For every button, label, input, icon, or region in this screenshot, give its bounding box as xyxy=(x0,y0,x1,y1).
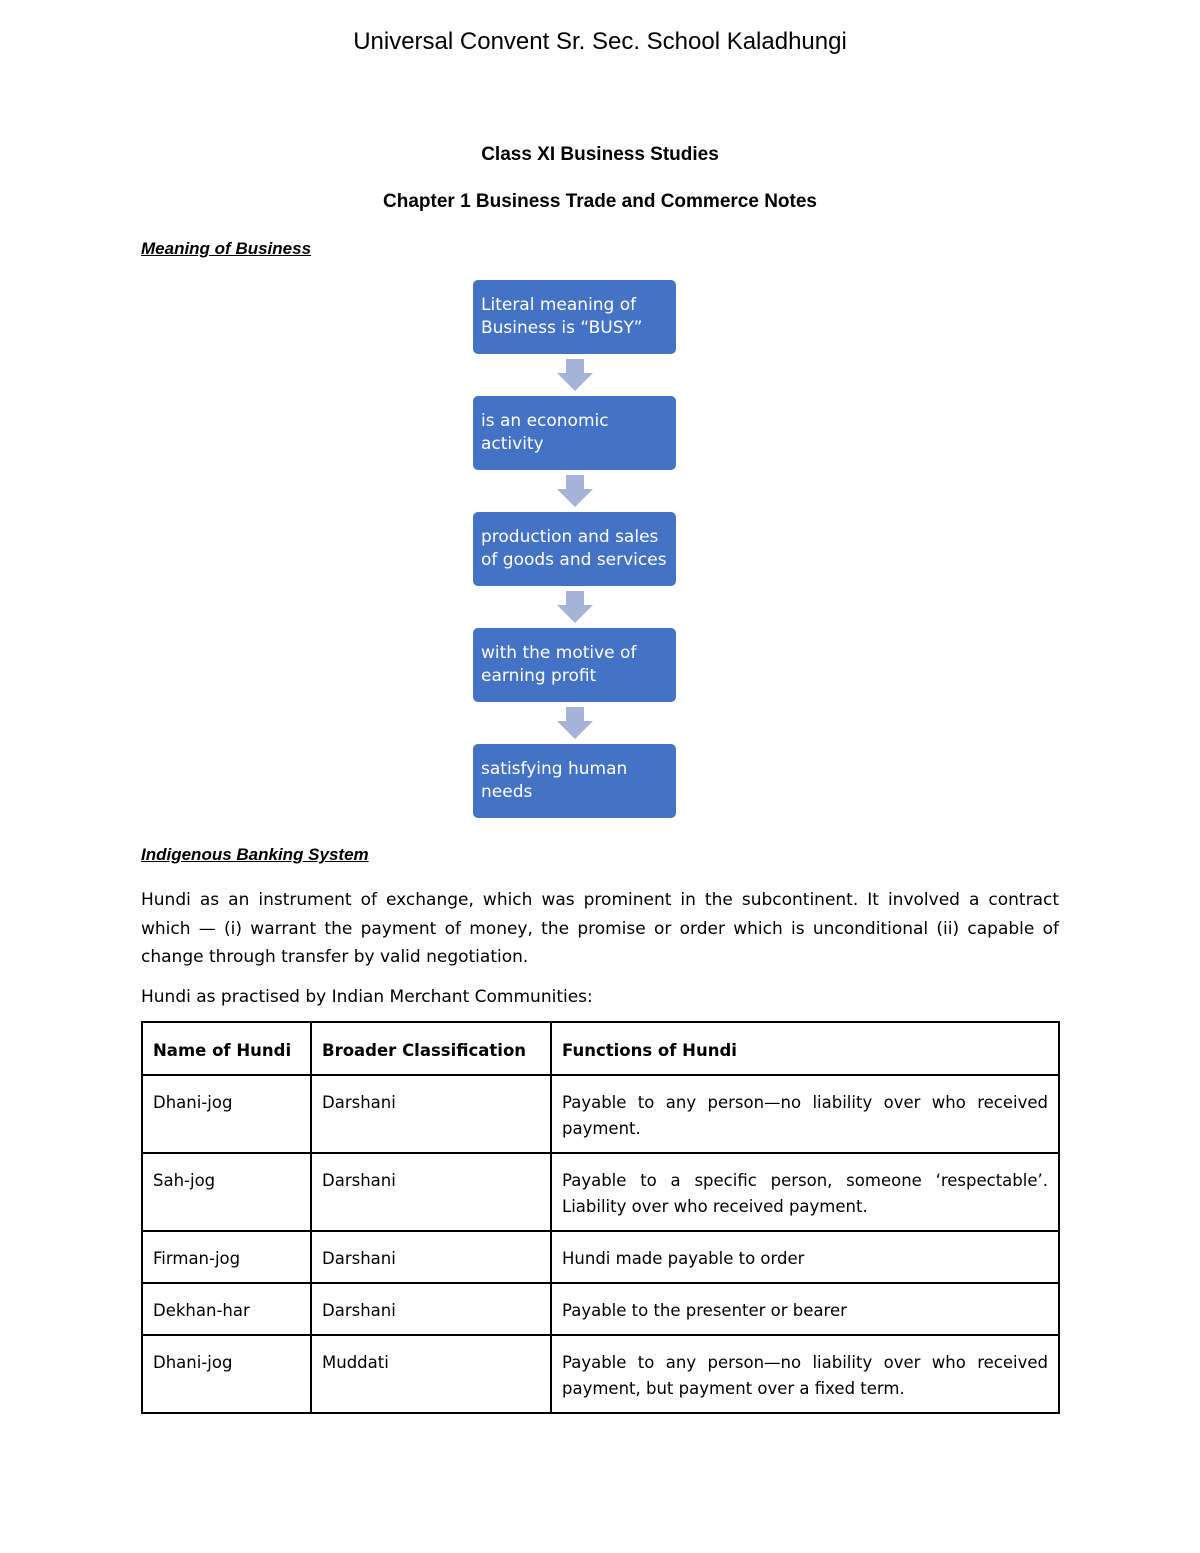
table-row xyxy=(142,1075,1059,1153)
down-arrow-icon xyxy=(555,475,595,507)
classification-cell: Darshani xyxy=(311,1075,551,1153)
hundi-description-paragraph: Hundi as an instrument of exchange, which was prominent in the subcontinent. It involved a contract which — (i) warrant the payment of money, the promise or order which is unconditional (ii) capable of change through transfer by valid negotiation. xyxy=(141,890,1059,967)
table-row xyxy=(142,1231,1059,1283)
function-cell: Hundi made payable to order xyxy=(551,1231,1059,1283)
flow-box-earning-profit: with the motive of earning profit xyxy=(473,628,676,702)
flow-box-production-sales: production and sales of goods and services xyxy=(473,512,676,586)
function-cell: Payable to any person—no liability over who received payment, but payment over a fixed term. xyxy=(551,1335,1059,1413)
chapter-title: Chapter 1 Business Trade and Commerce Notes xyxy=(383,191,817,212)
hundi-name-cell: Sah-jog xyxy=(142,1153,311,1231)
column-header-name: Name of Hundi xyxy=(142,1022,311,1075)
classification-cell: Muddati xyxy=(311,1335,551,1413)
document-title: Class XI Business Studies xyxy=(481,144,719,165)
classification-cell: Darshani xyxy=(311,1153,551,1231)
section-heading-meaning-of-business: Meaning of Business xyxy=(141,239,312,258)
hundi-name-cell: Dekhan-har xyxy=(142,1283,311,1335)
table-row xyxy=(142,1283,1059,1335)
hundi-name-cell: Dhani-jog xyxy=(142,1075,311,1153)
hundi-table xyxy=(141,1021,1060,1414)
function-cell: Payable to any person—no liability over who received payment. xyxy=(551,1075,1059,1153)
table-row xyxy=(142,1335,1059,1413)
hundi-table-intro: Hundi as practised by Indian Merchant Communities: xyxy=(141,987,593,1007)
column-header-classification: Broader Classification xyxy=(311,1022,551,1075)
table-header-row xyxy=(142,1022,1059,1075)
flow-box-literal-meaning: Literal meaning of Business is “BUSY” xyxy=(473,280,676,354)
column-header-functions: Functions of Hundi xyxy=(551,1022,1059,1075)
down-arrow-icon xyxy=(555,707,595,739)
down-arrow-icon xyxy=(555,591,595,623)
table-row xyxy=(142,1153,1059,1231)
function-cell: Payable to a specific person, someone ‘respectable’. Liability over who received payment. xyxy=(551,1153,1059,1231)
flow-box-human-needs: satisfying human needs xyxy=(473,744,676,818)
school-header: Universal Convent Sr. Sec. School Kaladhungi xyxy=(353,28,847,55)
function-cell: Payable to the presenter or bearer xyxy=(551,1283,1059,1335)
classification-cell: Darshani xyxy=(311,1283,551,1335)
down-arrow-icon xyxy=(555,359,595,391)
flow-box-economic-activity: is an economic activity xyxy=(473,396,676,470)
hundi-name-cell: Firman-jog xyxy=(142,1231,311,1283)
hundi-name-cell: Dhani-jog xyxy=(142,1335,311,1413)
classification-cell: Darshani xyxy=(311,1231,551,1283)
section-heading-indigenous-banking: Indigenous Banking System xyxy=(141,845,369,864)
